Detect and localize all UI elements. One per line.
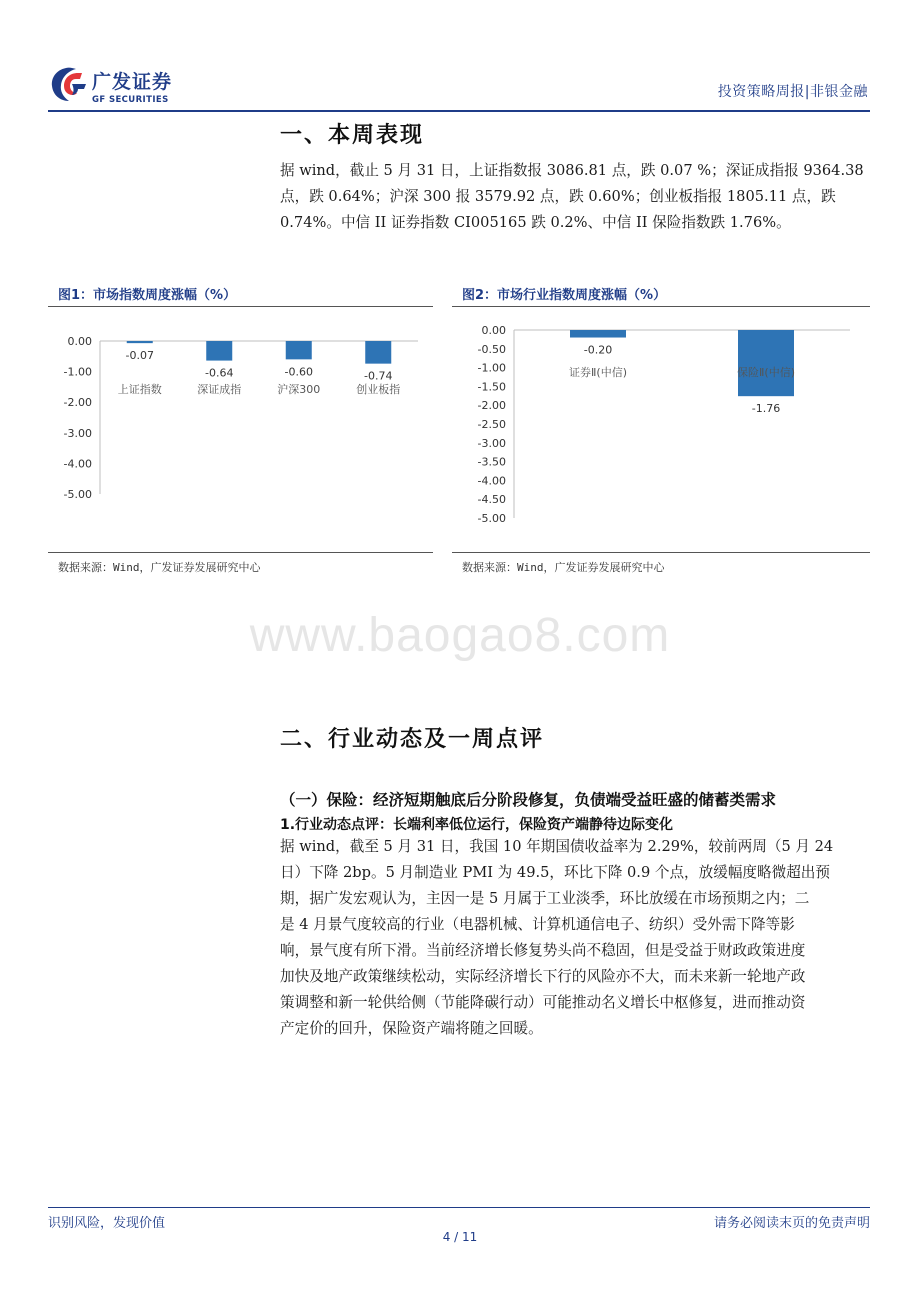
category-label: 沪深300 bbox=[277, 383, 321, 396]
header-divider bbox=[48, 110, 870, 112]
footer-slogan: 识别风险，发现价值 bbox=[48, 1216, 166, 1231]
y-tick-label: -0.50 bbox=[477, 342, 506, 356]
y-tick-label: -4.50 bbox=[477, 493, 506, 507]
section1-title: 一、本周表现 bbox=[280, 123, 425, 148]
figure1-bottom-rule bbox=[48, 552, 433, 553]
y-tick-label: -5.00 bbox=[477, 512, 506, 525]
figure1-source: 数据来源：Wind，广发证券发展研究中心 bbox=[58, 561, 261, 574]
y-tick-label: -2.50 bbox=[477, 418, 506, 431]
y-tick-label: -4.00 bbox=[63, 457, 92, 471]
logo-text-cn: 广发证券 bbox=[92, 71, 173, 93]
section2-line: 产定价的回升，保险资产端将随之回暖。 bbox=[280, 1020, 543, 1037]
section2-line: 策调整和新一轮供给侧（节能降碳行动）可能推动名义增长中枢修复，进而推动资 bbox=[280, 994, 806, 1011]
data-label: -0.74 bbox=[364, 369, 393, 383]
section1-line: 点，跌 0.64%；沪深 300 报 3579.92 点，跌 0.60%；创业板指报 1805.11 点，跌 bbox=[280, 188, 836, 205]
figure2-chart bbox=[452, 310, 870, 548]
data-label: -0.60 bbox=[284, 365, 313, 379]
section2-line: 加快及地产政策继续松动，实际经济增长下行的风险亦不大，而未来新一轮地产政 bbox=[280, 968, 806, 985]
footer-disclaimer-note: 请务必阅读末页的免责声明 bbox=[713, 1216, 870, 1231]
y-tick-label: -3.00 bbox=[477, 436, 506, 450]
section2-line: 是 4 月景气度较高的行业（电器机械、计算机通信电子、纺织）受外需下降等影 bbox=[280, 916, 795, 933]
figure1-chart bbox=[48, 310, 433, 548]
bar bbox=[127, 341, 153, 343]
y-tick-label: -2.00 bbox=[477, 399, 506, 413]
figure2-source: 数据来源：Wind，广发证券发展研究中心 bbox=[462, 561, 665, 574]
logo-text-en: GF SECURITIES bbox=[92, 95, 169, 105]
y-tick-label: -2.00 bbox=[63, 396, 92, 410]
figure2-top-rule bbox=[452, 306, 870, 307]
category-label: 创业板指 bbox=[356, 383, 401, 396]
figure2-title: 图2：市场行业指数周度涨幅（%） bbox=[462, 288, 667, 303]
section1-line: 据 wind，截止 5 月 31 日，上证指数报 3086.81 点，跌 0.07 %；深证成指报 9364.38 bbox=[280, 162, 864, 179]
gf-logo bbox=[48, 64, 198, 106]
section2-title: 二、行业动态及一周点评 bbox=[280, 727, 545, 752]
figure1-title: 图1：市场指数周度涨幅（%） bbox=[58, 288, 237, 303]
y-tick-label: -1.50 bbox=[477, 380, 506, 394]
bar bbox=[570, 330, 626, 338]
y-tick-label: -3.50 bbox=[477, 455, 506, 469]
bar bbox=[286, 341, 312, 359]
gf-logo-icon bbox=[48, 64, 198, 106]
data-label: -0.20 bbox=[583, 343, 613, 357]
y-tick-label: -1.00 bbox=[477, 361, 506, 375]
report-type-label: 投资策略周报|非银金融 bbox=[717, 84, 868, 100]
section1-line: 0.74%。中信 II 证券指数 CI005165 跌 0.2%、中信 II 保险指数跌 1.76%。 bbox=[280, 214, 791, 231]
data-label: -0.64 bbox=[205, 366, 234, 380]
y-tick-label: -4.00 bbox=[477, 474, 506, 488]
y-tick-label: -1.00 bbox=[63, 365, 92, 379]
category-label: 保险Ⅱ(中信) bbox=[737, 366, 795, 379]
section2-subsubheading: 1.行业动态点评：长端利率低位运行，保险资产端静待边际变化 bbox=[280, 817, 674, 833]
section2-line: 响，景气度有所下滑。当前经济增长修复势头尚不稳固，但是受益于财政政策进度 bbox=[280, 942, 806, 959]
section2-line: 据 wind，截至 5 月 31 日，我国 10 年期国债收益率为 2.29%，较前两周（5 月 24 bbox=[280, 838, 834, 855]
data-label: -1.76 bbox=[751, 402, 781, 416]
section2-subheading: （一）保险：经济短期触底后分阶段修复，负债端受益旺盛的储蓄类需求 bbox=[280, 791, 777, 809]
footer-divider bbox=[48, 1207, 870, 1208]
y-tick-label: 0.00 bbox=[481, 324, 506, 337]
y-tick-label: -5.00 bbox=[63, 488, 92, 501]
y-tick-label: -3.00 bbox=[63, 426, 92, 440]
section2-line: 期，据广发宏观认为，主因一是 5 月属于工业淡季，环比放缓在市场预期之内；二 bbox=[280, 890, 810, 907]
bar bbox=[365, 341, 391, 364]
section1-paragraph bbox=[280, 158, 870, 236]
bar bbox=[738, 330, 794, 396]
page-number: 4 / 11 bbox=[442, 1230, 478, 1244]
section2-paragraph bbox=[280, 834, 870, 1042]
category-label: 上证指数 bbox=[117, 383, 162, 396]
category-label: 深证成指 bbox=[197, 383, 242, 396]
section2-line: 日）下降 2bp。5 月制造业 PMI 为 49.5，环比下降 0.9 个点，放缓幅度略微超出预 bbox=[280, 864, 830, 881]
figure1-top-rule bbox=[48, 306, 433, 307]
y-tick-label: 0.00 bbox=[67, 335, 92, 348]
watermark: www.baogao8.com bbox=[249, 609, 671, 662]
figure2-bottom-rule bbox=[452, 552, 870, 553]
data-label: -0.07 bbox=[125, 349, 154, 363]
category-label: 证券Ⅱ(中信) bbox=[569, 366, 627, 379]
bar bbox=[206, 341, 232, 361]
